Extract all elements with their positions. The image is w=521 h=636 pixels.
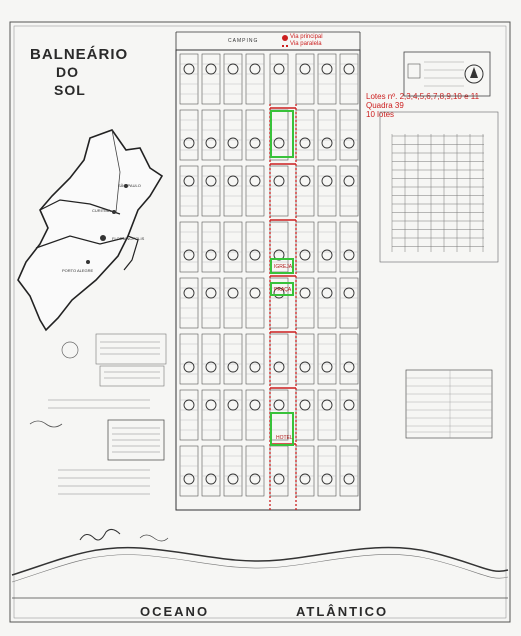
via-principal-label: Via principal: [290, 34, 323, 40]
highlight-lots-quadra-39: [270, 110, 294, 158]
lots-note-line1: Lotes nº. 2,3,4,5,6,7,8,9,10 e 11: [366, 92, 480, 101]
via-paralela-label: Via paralela: [290, 41, 322, 47]
marker-label-hotel: HOTEL: [276, 435, 293, 441]
lots-note-line2: Quadra 39: [366, 101, 404, 110]
lots-note-line3: 10 lotes: [366, 110, 395, 119]
place-label-porto-alegre: PORTO ALEGRE: [62, 268, 94, 273]
map-title-line2: DO: [56, 64, 79, 80]
map-title-line3: SOL: [54, 82, 86, 98]
place-label-curitiba: CURITIBA: [92, 208, 111, 213]
marker-label-igreja: IGREJA: [274, 264, 293, 270]
place-label-sao-paulo: SÃO PAULO: [118, 183, 141, 188]
place-label-florianopolis: FLORIANÓPOLIS: [112, 236, 145, 241]
top-street-label: CAMPING: [228, 38, 259, 44]
ocean-label-word1: OCEANO: [140, 604, 210, 619]
map-title-line1: BALNEÁRIO: [30, 46, 129, 63]
ocean-label-word2: ATLÂNTICO: [296, 604, 389, 619]
marker-label-praca: PRAÇA: [274, 287, 292, 293]
